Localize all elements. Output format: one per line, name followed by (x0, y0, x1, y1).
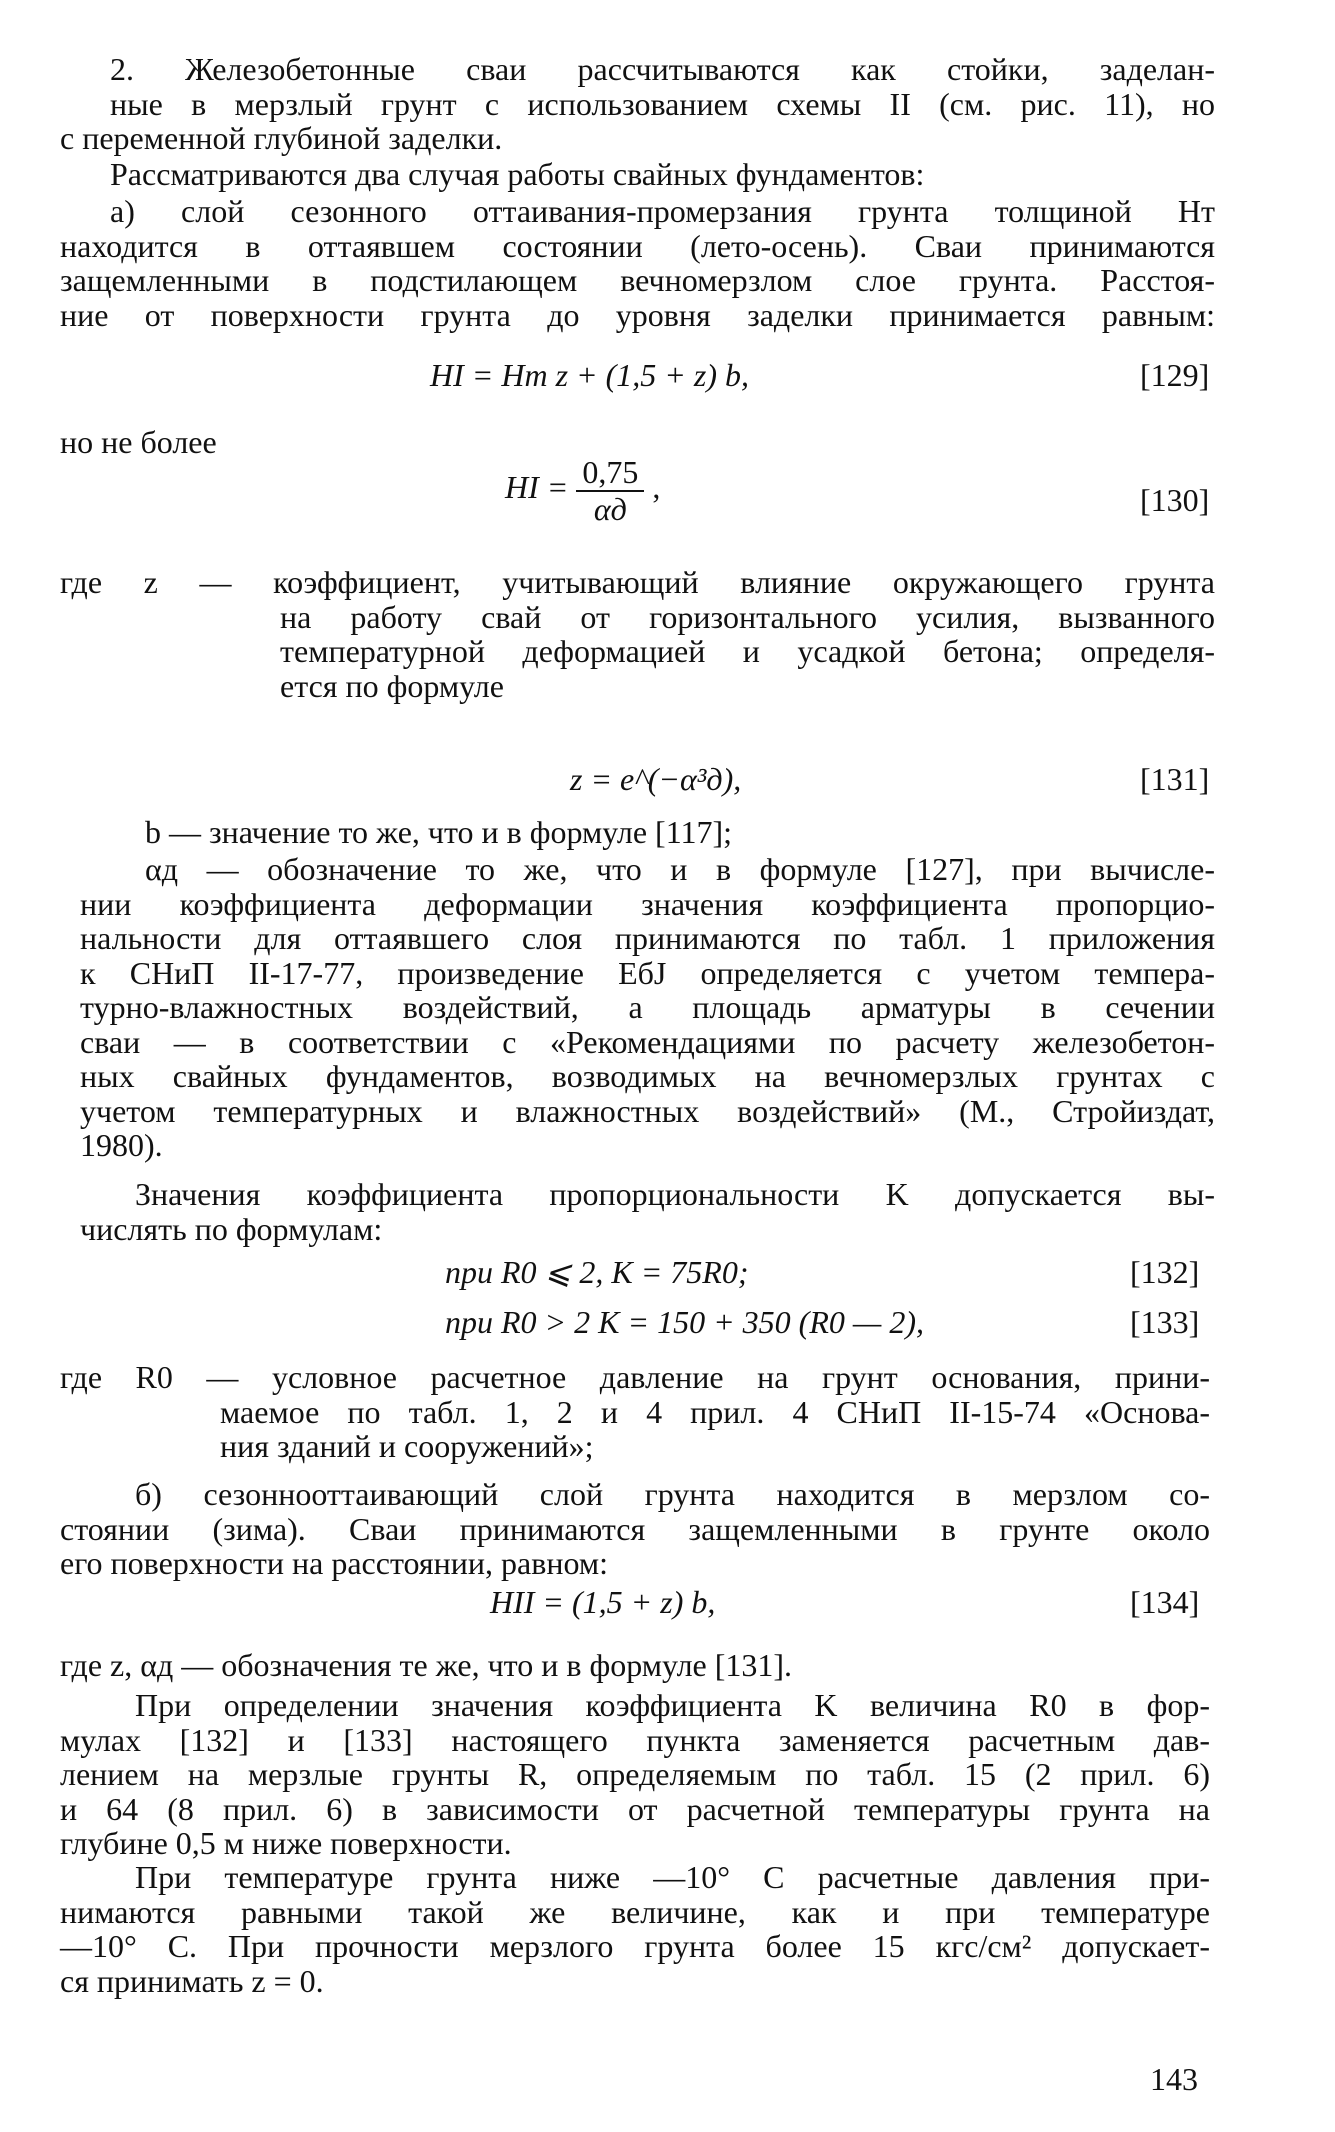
text-line: Значения коэффициента пропорциональности K допускается вы- (135, 1176, 1215, 1212)
paragraph-determination (60, 1688, 1210, 1861)
text-line: b — значение то же, что и в формуле [117]; (145, 814, 733, 850)
text-line: глубине 0,5 м ниже поверхности. (60, 1825, 512, 1862)
fraction-denominator: αд (593, 490, 627, 527)
equation-130-lhs: HI = (505, 468, 569, 505)
text-line: где z, αд — обозначения те же, что и в формуле [131]. (60, 1647, 793, 1683)
text-line: числять по формулам: (80, 1210, 383, 1247)
definition-z (60, 565, 1215, 703)
equation-130: HI = $\frac{0,75}{\alpha д}$ , (505, 454, 661, 527)
text-line: его поверхности на расстоянии, равном: (60, 1545, 608, 1582)
text-line: —10° С. При прочности мерзлого грунта более 15 кгс/см² допускает- (60, 1928, 1210, 1965)
text-line: стоянии (зима). Сваи принимаются защемленными в грунте около (60, 1510, 1210, 1547)
text-line: б) сезоннооттаивающий слой грунта находится в мерзлом со- (135, 1476, 1210, 1512)
paragraph-1 (60, 51, 1215, 157)
text-line: ся принимать z = 0. (60, 1962, 324, 1999)
text-line: а) слой сезонного оттаивания-промерзания грунта толщиной Hт (110, 193, 1215, 229)
text-line: находится в оттаявшем состоянии (лето-осень). Сваи принимаются (60, 227, 1215, 264)
text-line: ется по формуле (280, 667, 504, 704)
text-line: нальности для оттаявшего слоя принимаются по табл. 1 приложения (80, 920, 1215, 957)
equation-number-129: [129] (1140, 357, 1210, 393)
text-line: ные в мерзлый грунт с использованием схемы II (см. рис. 11), но (110, 85, 1215, 122)
paragraph-k (80, 1177, 1215, 1246)
paragraph-case-a (60, 194, 1215, 332)
text-line: αд — обозначение то же, что и в формуле [127], при вычисле- (145, 851, 1215, 887)
text-line: учетом температурных и влажностных воздействий» (М., Стройиздат, (80, 1092, 1215, 1129)
text-line: 1980). (80, 1127, 163, 1164)
equation-number-133: [133] (1130, 1304, 1200, 1340)
text-line: к СНиП II-17-77, произведение EбJ определяется с учетом темпера- (80, 954, 1215, 991)
equation-number-132: [132] (1130, 1254, 1200, 1290)
definition-alpha (80, 852, 1215, 1163)
text-line: где R0 — условное расчетное давление на грунт основания, прини- (60, 1359, 1210, 1395)
text-line: 2. Железобетонные сваи рассчитываются как стойки, заделан- (110, 51, 1215, 87)
equation-number-134: [134] (1130, 1584, 1200, 1620)
equation-132: при R0 ⩽ 2, K = 75R0; (445, 1254, 749, 1290)
definition-r0 (60, 1360, 1210, 1464)
text-line: нимаются равными такой же величине, как и при температуре (60, 1893, 1210, 1930)
text-line: При температуре грунта ниже —10° С расчетные давления при- (135, 1859, 1210, 1895)
paragraph-case-b (60, 1477, 1210, 1581)
text-line: с переменной глубиной заделки. (60, 120, 503, 157)
text-line: мулах [132] и [133] настоящего пункта заменяется расчетным дав- (60, 1721, 1210, 1758)
text-line: ния зданий и сооружений»; (220, 1428, 594, 1465)
text-line: ние от поверхности грунта до уровня заделки принимается равным: (60, 296, 1215, 333)
text-line: где z — коэффициент, учитывающий влияние окружающего грунта (60, 564, 1215, 600)
text-line: При определении значения коэффициента K величина R0 в фор- (135, 1687, 1210, 1723)
fraction-numerator: 0,75 (576, 455, 644, 492)
definition-z-alpha (60, 1648, 1210, 1683)
paragraph-temperature (60, 1860, 1210, 1998)
page-number: 143 (1150, 2061, 1198, 2097)
equation-131: z = e^(−α³д), (570, 761, 742, 797)
text-line: лением на мерзлые грунты R, определяемым по табл. 15 (2 прил. 6) (60, 1756, 1210, 1793)
equation-133: при R0 > 2 K = 150 + 350 (R0 — 2), (445, 1304, 924, 1340)
text-line: маемое по табл. 1, 2 и 4 прил. 4 СНиП II-15-74 «Основа- (220, 1393, 1210, 1430)
equation-number-130: [130] (1140, 482, 1210, 518)
text-line: и 64 (8 прил. 6) в зависимости от расчетной температуры грунта на (60, 1790, 1210, 1827)
equation-130-fraction (576, 455, 644, 526)
text-line: сваи — в соответствии с «Рекомендациями по расчету железобетон- (80, 1023, 1215, 1060)
equation-129: HI = Hт z + (1,5 + z) b, (430, 357, 749, 393)
text-line: нии коэффициента деформации значения коэффициента пропорцио- (80, 885, 1215, 922)
text-no-bolee: но не более (60, 424, 217, 460)
text-line: защемленными в подстилающем вечномерзлом слое грунта. Расстоя- (60, 262, 1215, 299)
text-line: на работу свай от горизонтального усилия, вызванного (280, 598, 1215, 635)
text-line: температурной деформацией и усадкой бетона; определя- (280, 633, 1215, 670)
definition-b (145, 815, 1215, 850)
paragraph-2 (110, 157, 1215, 192)
text-line: ных свайных фундаментов, возводимых на вечномерзлых грунтах с (80, 1058, 1215, 1095)
equation-134: HII = (1,5 + z) b, (490, 1584, 716, 1620)
equation-number-131: [131] (1140, 761, 1210, 797)
text-line: турно-влажностных воздействий, а площадь арматуры в сечении (80, 989, 1215, 1026)
text-line: Рассматриваются два случая работы свайных фундаментов: (110, 156, 925, 192)
